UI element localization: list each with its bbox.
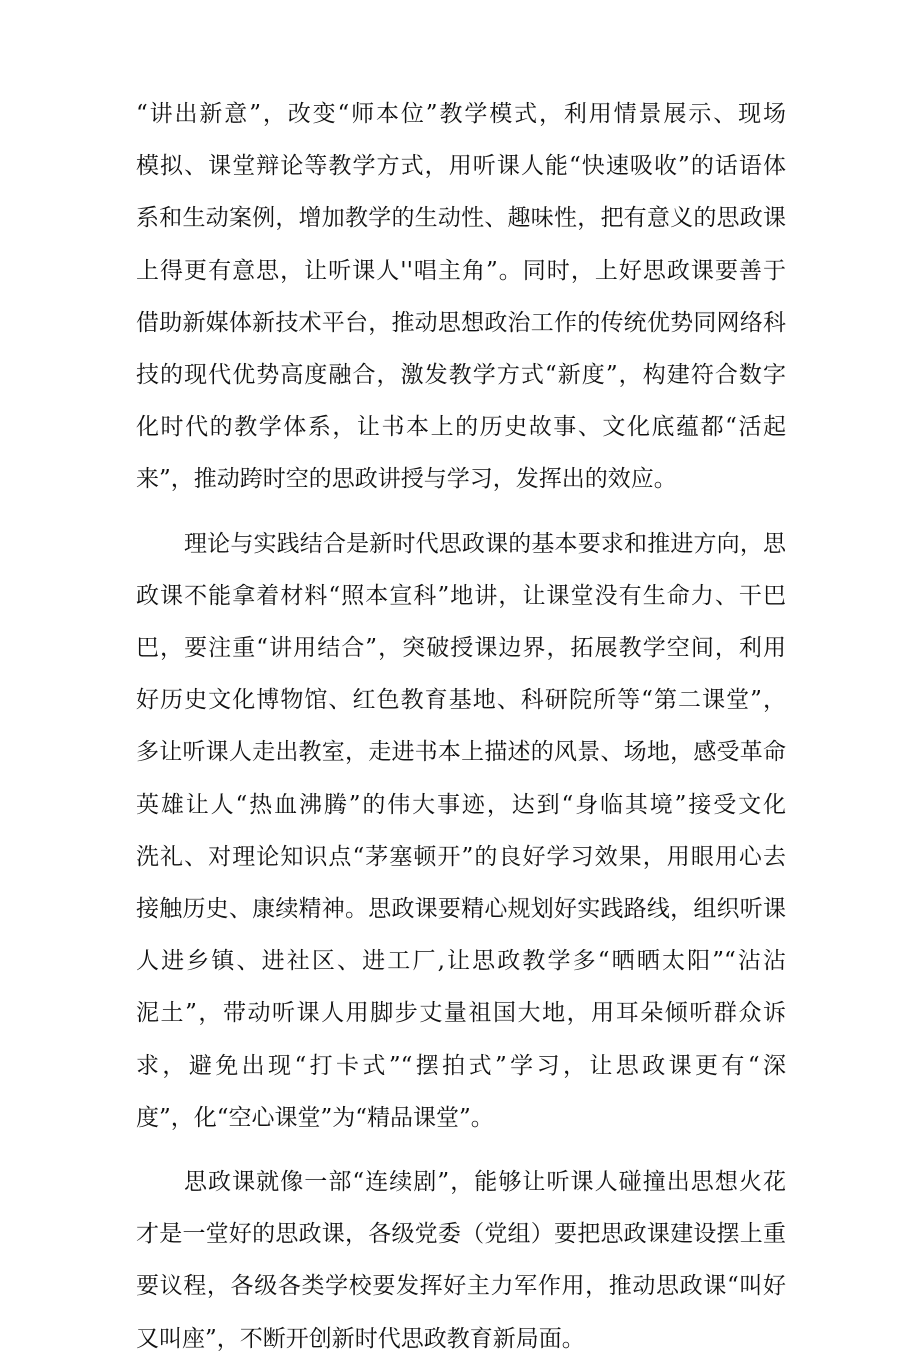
paragraph-2-line-5: 多让听课人走出教室，走进书本上描述的风景、场地，感受革命 (136, 739, 786, 765)
paragraph-2-line-1: 理论与实践结合是新时代思政课的基本要求和推进方向，思 (184, 531, 786, 557)
paragraph-2-line-6: 英雄让人“热血沸腾”的伟大事迹，达到“身临其境”接受文化 (136, 792, 786, 818)
paragraph-2-line-2: 政课不能拿着材料“照本宣科”地讲，让课堂没有生命力、干巴 (136, 583, 786, 609)
paragraph-1-line-8: 来”，推动跨时空的思政讲授与学习，发挥出的效应。 (136, 466, 677, 492)
paragraph-2-line-7: 洗礼、对理论知识点“茅塞顿开”的良好学习效果，用眼用心去 (136, 844, 786, 870)
paragraph-1-line-7: 化时代的教学体系，让书本上的历史故事、文化底蕴都“活起 (136, 414, 786, 440)
paragraph-2-line-8: 接触历史、康续精神。思政课要精心规划好实践路线，组织听课 (136, 896, 786, 922)
paragraph-3-line-2: 才是一堂好的思政课，各级党委（党组）要把思政课建设摆上重 (136, 1221, 786, 1247)
paragraph-1-line-2: 模拟、课堂辩论等教学方式，用听课人能“快速吸收”的话语体 (136, 153, 786, 179)
paragraph-1-line-3: 系和生动案例，增加教学的生动性、趣味性，把有意义的思政课 (136, 205, 786, 231)
paragraph-1-line-4: 上得更有意思，让听课人''唱主角”。同时，上好思政课要善于 (136, 258, 786, 284)
paragraph-2-line-12: 度”，化“空心课堂”为“精品课堂”。 (136, 1105, 494, 1131)
paragraph-1-line-5: 借助新媒体新技术平台，推动思想政治工作的传统优势同网络科 (136, 310, 786, 336)
paragraph-3-line-3: 要议程，各级各类学校要发挥好主力军作用，推动思政课“叫好 (136, 1273, 786, 1299)
paragraph-3-line-4: 又叫座”，不断开创新时代思政教育新局面。 (136, 1326, 585, 1352)
paragraph-2-line-4: 好历史文化博物馆、红色教育基地、科研院所等“第二课堂”， (136, 687, 786, 713)
paragraph-1-line-1: “讲出新意”，改变“师本位”教学模式，利用情景展示、现场 (136, 101, 786, 127)
paragraph-2-line-11: 求，避免出现“打卡式”“摆拍式”学习，让思政课更有“深 (136, 1053, 786, 1079)
paragraph-3-line-1: 思政课就像一部“连续剧”，能够让听课人碰撞出思想火花 (184, 1169, 786, 1195)
paragraph-2-line-9: 人进乡镇、进社区、进工厂,让思政教学多“晒晒太阳”“沾沾 (136, 948, 786, 974)
paragraph-2-line-10: 泥土”，带动听课人用脚步丈量祖国大地，用耳朵倾听群众诉 (136, 1000, 786, 1026)
paragraph-2-line-3: 巴，要注重“讲用结合”，突破授课边界，拓展教学空间，利用 (136, 635, 786, 661)
paragraph-1-line-6: 技的现代优势高度融合，激发教学方式“新度”，构建符合数字 (136, 362, 786, 388)
